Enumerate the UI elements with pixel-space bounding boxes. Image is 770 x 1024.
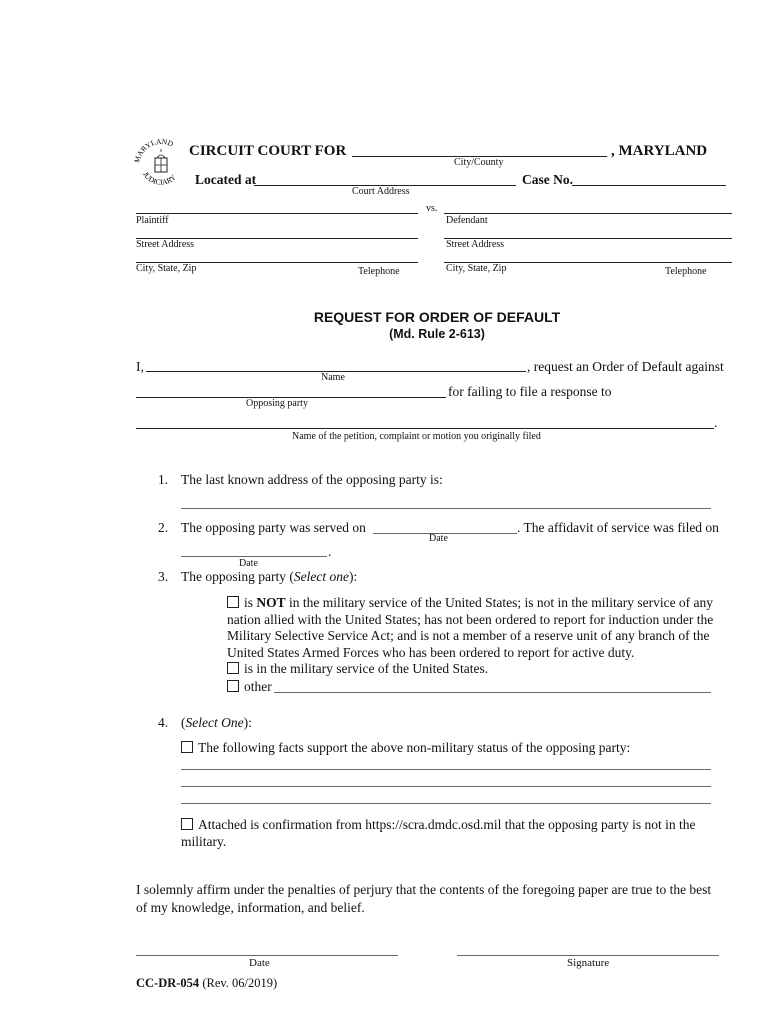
checkbox-other[interactable] <box>227 680 239 692</box>
item3-number: 3. <box>158 569 169 584</box>
maryland-judiciary-seal <box>133 136 189 196</box>
form-subtitle: (Md. Rule 2-613) <box>389 327 485 341</box>
served-date-label: Date <box>429 533 448 544</box>
affidavit-date-label: Date <box>239 558 258 569</box>
defendant-city-label: City, State, Zip <box>446 263 507 274</box>
plaintiff-telephone-label: Telephone <box>358 266 400 277</box>
court-title: CIRCUIT COURT FOR <box>189 143 347 159</box>
defendant-label: Defendant <box>446 215 488 226</box>
case-no-field[interactable] <box>572 185 726 186</box>
defendant-field[interactable] <box>444 213 732 214</box>
request-text: , request an Order of Default against <box>527 359 724 374</box>
name-label: Name <box>321 372 345 383</box>
checkbox-facts[interactable] <box>181 741 193 753</box>
other-field[interactable] <box>274 692 711 693</box>
checkbox-not-military[interactable] <box>227 596 239 608</box>
signature-field[interactable] <box>457 955 719 956</box>
item2-period: . <box>328 544 332 559</box>
court-address-label: Court Address <box>352 186 410 197</box>
vs-label: vs. <box>426 203 438 214</box>
footer-signature-label: Signature <box>567 957 610 969</box>
state-suffix: , MARYLAND <box>611 143 708 159</box>
option-facts[interactable]: The following facts support the above non-military status of the opposing party: <box>181 740 630 756</box>
footer-date-label: Date <box>249 957 270 969</box>
svg-text:JUDICIARY: JUDICIARY <box>140 170 178 187</box>
item1-number: 1. <box>158 472 169 487</box>
checkbox-attached[interactable] <box>181 818 193 830</box>
form-id: CC-DR-054 (Rev. 06/2019) <box>136 976 278 990</box>
petition-field[interactable] <box>136 428 714 429</box>
facts-line-2[interactable] <box>181 786 711 787</box>
option-is-military[interactable]: is in the military service of the United States. <box>227 661 488 677</box>
seal-icon <box>133 136 189 196</box>
option-not-military[interactable]: is NOT in the military service of the United States; is not in the military service of any nation allied with the United States; has not been ordered to report for induction under the Military Selective Service Act; and is not a member of a reserve unit of any branch of the United States Armed Forces who has been ordered to report for active duty. <box>227 595 714 660</box>
item2-affidavit-text: . The affidavit of service was filed on <box>517 520 719 535</box>
affirmation-text: I solemnly affirm under the penalties of perjury that the contents of the foregoing paper are true to the best of my knowledge, information, and belief. <box>136 882 712 915</box>
date-signature-field[interactable] <box>136 955 398 956</box>
item1-text: The last known address of the opposing party is: <box>181 472 443 487</box>
checkbox-is-military[interactable] <box>227 662 239 674</box>
case-no-label: Case No. <box>522 172 573 187</box>
last-known-address-field[interactable] <box>181 508 711 509</box>
item3-select-one: Select one <box>293 569 349 584</box>
opposing-party-label: Opposing party <box>246 398 308 409</box>
item3-text: The opposing party (Select one): <box>181 569 358 584</box>
facts-line-1[interactable] <box>181 769 711 770</box>
petition-period: . <box>714 415 718 430</box>
defendant-street-label: Street Address <box>446 239 505 250</box>
city-county-label: City/County <box>454 157 504 168</box>
affidavit-date-field[interactable] <box>181 556 327 557</box>
located-at-label: Located at <box>195 172 257 187</box>
plaintiff-label: Plaintiff <box>136 215 169 226</box>
option-attached[interactable]: Attached is confirmation from https://scra.dmdc.osd.mil that the opposing party is not in the military. <box>181 817 696 849</box>
facts-line-3[interactable] <box>181 803 711 804</box>
plaintiff-field[interactable] <box>136 213 418 214</box>
plaintiff-street-label: Street Address <box>136 239 195 250</box>
i-prefix: I, <box>136 359 144 374</box>
item2-text: The opposing party was served on <box>181 520 366 535</box>
form-title: REQUEST FOR ORDER OF DEFAULT <box>313 309 561 325</box>
petition-label: Name of the petition, complaint or motion you originally filed <box>292 431 541 442</box>
option-other[interactable]: other <box>227 679 272 695</box>
item4-text: (Select One): <box>181 715 252 730</box>
defendant-telephone-label: Telephone <box>665 266 707 277</box>
plaintiff-city-label: City, State, Zip <box>136 263 197 274</box>
item4-number: 4. <box>158 715 169 730</box>
failing-text: for failing to file a response to <box>448 384 612 399</box>
item2-number: 2. <box>158 520 169 535</box>
svg-text:MARYLAND: MARYLAND <box>133 136 175 164</box>
